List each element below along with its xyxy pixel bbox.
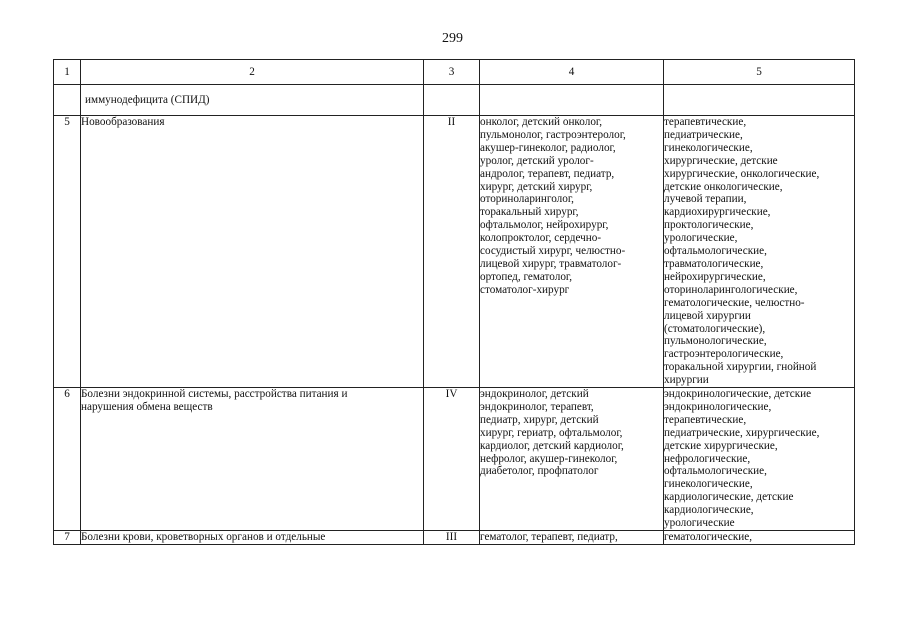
specialists-line: онколог, детский онколог, — [480, 116, 603, 128]
class-cell: III — [424, 531, 480, 545]
column-header: 4 — [480, 60, 664, 85]
departments-line: гематологические, челюстно- — [664, 296, 805, 309]
disease-classification-table — [53, 59, 855, 545]
departments-line: детские онкологические, — [664, 180, 783, 193]
departments-line: гинекологические, — [664, 141, 753, 154]
class-cell: II — [424, 116, 480, 388]
column-header: 1 — [54, 60, 81, 85]
departments-line: травматологические, — [664, 257, 764, 270]
departments-line: хирургические, детские — [664, 154, 778, 167]
departments-line: нефрологические, — [664, 452, 751, 465]
departments-cell — [664, 531, 855, 545]
row-number-cell: 7 — [54, 531, 81, 545]
specialists-line: колопроктолог, сердечно- — [480, 232, 602, 245]
specialists-line: нефролог, акушер-гинеколог, — [480, 452, 618, 465]
disease-name-cell — [81, 116, 424, 388]
column-header: 5 — [664, 60, 855, 85]
class-cell — [424, 85, 480, 116]
specialists-line: оториноларинголог, — [480, 193, 574, 206]
departments-line: лицевой хирургии — [664, 309, 751, 322]
specialists-line: эндокринолог, детский — [480, 388, 589, 401]
disease-name-cell — [81, 388, 424, 531]
specialists-line: пульмонолог, гастроэнтеролог, — [480, 128, 626, 141]
departments-line: эндокринологические, детские — [664, 388, 812, 401]
row-number-cell: 5 — [54, 116, 81, 388]
disease-name-line: Болезни эндокринной системы, расстройства питания и — [81, 388, 348, 401]
specialists-line: лицевой хирург, травматолог- — [480, 257, 622, 270]
departments-cell — [664, 116, 855, 388]
departments-line: гематологические, — [664, 531, 753, 543]
specialists-line: сосудистый хирург, челюстно- — [480, 245, 626, 258]
departments-line: проктологические, — [664, 219, 754, 232]
specialists-line: гематолог, терапевт, педиатр, — [480, 531, 618, 543]
specialists-cell — [480, 531, 664, 545]
specialists-cell — [480, 388, 664, 531]
row-number-cell: 6 — [54, 388, 81, 531]
departments-line: пульмонологические, — [664, 335, 767, 348]
specialists-cell — [480, 116, 664, 388]
specialists-line: уролог, детский уролог- — [480, 154, 594, 167]
departments-line: педиатрические, хирургические, — [664, 426, 820, 439]
departments-line: торакальной хирургии, гнойной — [664, 361, 817, 374]
table-row — [54, 531, 855, 545]
departments-line: кардиохирургические, — [664, 206, 771, 219]
specialists-line: эндокринолог, терапевт, — [480, 400, 594, 413]
table-header-row — [54, 60, 855, 85]
departments-line: урологические — [664, 517, 735, 530]
departments-cell — [664, 85, 855, 116]
departments-line: лучевой терапии, — [664, 193, 747, 206]
departments-line: терапевтические, — [664, 413, 747, 426]
departments-line: урологические, — [664, 232, 738, 245]
departments-line: нейрохирургические, — [664, 270, 766, 283]
departments-line: хирургии — [664, 374, 709, 387]
column-header: 2 — [81, 60, 424, 85]
specialists-line: кардиолог, детский кардиолог, — [480, 439, 624, 452]
departments-line: офтальмологические, — [664, 245, 767, 258]
table-row — [54, 116, 855, 388]
departments-line: кардиологические, детские — [664, 491, 794, 504]
departments-line: педиатрические, — [664, 128, 743, 141]
row-number-cell — [54, 85, 81, 116]
specialists-line: хирург, детский хирург, — [480, 180, 593, 193]
departments-line: терапевтические, — [664, 116, 747, 128]
table-row-continuation — [54, 85, 855, 116]
departments-line: эндокринологические, — [664, 400, 772, 413]
disease-name-line: Болезни крови, кроветворных органов и отдельные — [81, 531, 326, 543]
specialists-line: офтальмолог, нейрохирург, — [480, 219, 609, 232]
disease-name-line: Новообразования — [81, 116, 165, 128]
table-row — [54, 388, 855, 531]
class-cell: IV — [424, 388, 480, 531]
departments-line: офтальмологические, — [664, 465, 767, 478]
departments-cell — [664, 388, 855, 531]
departments-line: детские хирургические, — [664, 439, 778, 452]
departments-line: кардиологические, — [664, 504, 754, 517]
specialists-cell — [480, 85, 664, 116]
disease-name-cell — [81, 531, 424, 545]
departments-line: хирургические, онкологические, — [664, 167, 820, 180]
specialists-line: диабетолог, профпатолог — [480, 465, 599, 478]
column-header: 3 — [424, 60, 480, 85]
departments-line: гастроэнтерологические, — [664, 348, 784, 361]
specialists-line: стоматолог-хирург — [480, 283, 570, 296]
departments-line: (стоматологические), — [664, 322, 766, 335]
specialists-line: педиатр, хирург, детский — [480, 413, 599, 426]
specialists-line: торакальный хирург, — [480, 206, 579, 219]
departments-line: гинекологические, — [664, 478, 753, 491]
specialists-line: ортопед, гематолог, — [480, 270, 573, 283]
specialists-line: андролог, терапевт, педиатр, — [480, 167, 615, 180]
specialists-line: акушер-гинеколог, радиолог, — [480, 141, 616, 154]
disease-name-line: нарушения обмена веществ — [81, 400, 213, 413]
specialists-line: хирург, гериатр, офтальмолог, — [480, 426, 623, 439]
page-number: 299 — [442, 31, 463, 46]
departments-line: оториноларингологические, — [664, 283, 798, 296]
disease-name-cell: иммунодефицита (СПИД) — [81, 85, 424, 116]
